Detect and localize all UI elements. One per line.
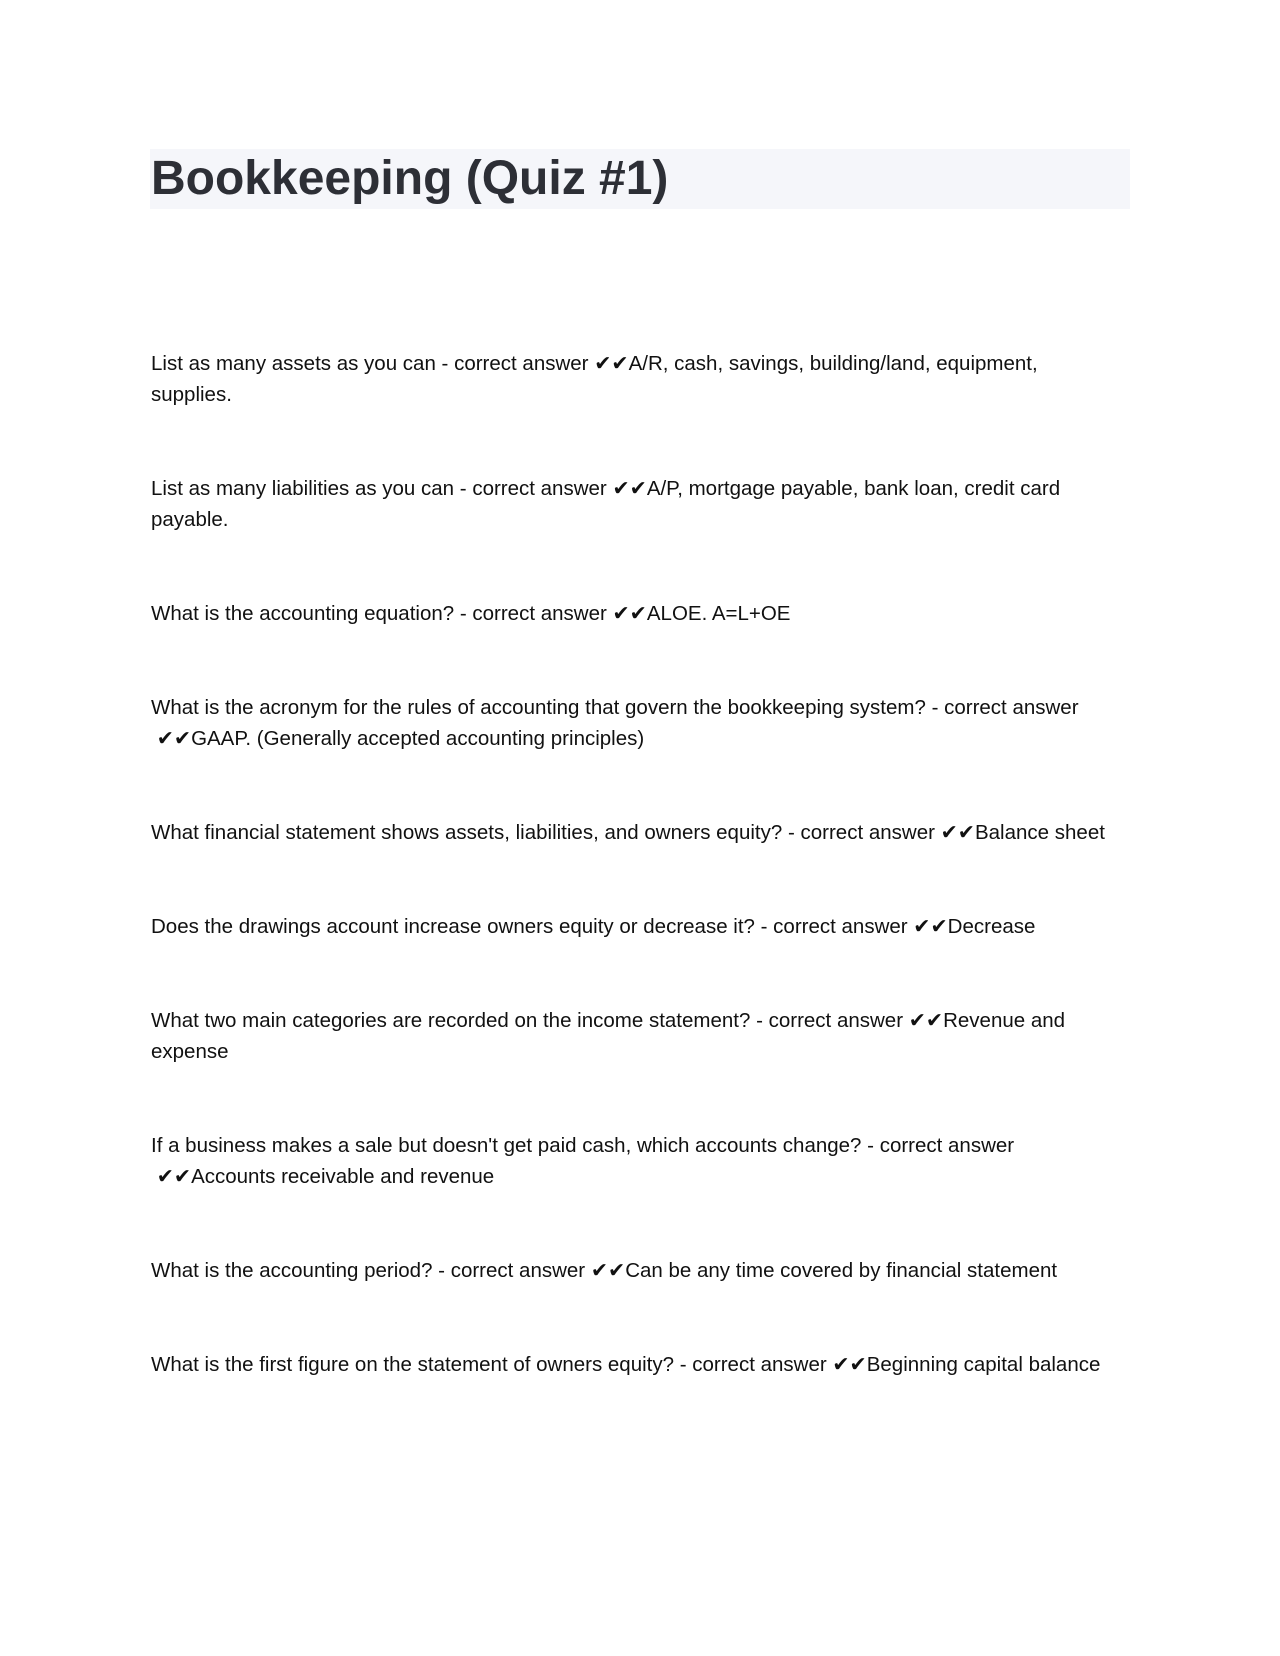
- answer-text: GAAP. (Generally accepted accounting principles): [191, 727, 645, 750]
- checkmark-icon: ✔✔: [826, 1353, 867, 1376]
- answer-label: correct answer: [454, 352, 589, 375]
- answer-label: correct answer: [768, 1009, 904, 1032]
- question-text: What financial statement shows assets, liabilities, and owners equity?: [151, 821, 783, 844]
- separator: -: [674, 1353, 693, 1376]
- question-text: List as many assets as you can: [151, 352, 436, 375]
- question-answer-list: [151, 348, 1111, 1443]
- answer-text: Accounts receivable and revenue: [191, 1165, 495, 1188]
- answer-label: correct answer: [450, 1259, 586, 1282]
- document-title: Bookkeeping (Quiz #1): [151, 152, 669, 205]
- answer-text: Decrease: [947, 915, 1036, 938]
- answer-text: Can be any time covered by financial statement: [625, 1259, 1058, 1282]
- checkmark-icon: ✔✔: [907, 915, 948, 938]
- checkmark-icon: ✔✔: [903, 1009, 944, 1032]
- qa-item: [151, 1005, 1111, 1067]
- answer-text: Balance sheet: [974, 821, 1105, 844]
- question-text: What two main categories are recorded on the income statement?: [151, 1009, 751, 1032]
- checkmark-icon: ✔✔: [934, 821, 975, 844]
- answer-label: correct answer: [944, 696, 1079, 719]
- checkmark-icon: ✔✔: [588, 352, 629, 375]
- separator: -: [782, 821, 801, 844]
- checkmark-icon: ✔✔: [151, 727, 192, 750]
- question-text: What is the accounting equation?: [151, 602, 455, 625]
- qa-item: [151, 1349, 1111, 1380]
- qa-item: [151, 473, 1111, 535]
- qa-item: [151, 598, 1111, 629]
- separator: -: [750, 1009, 769, 1032]
- question-text: List as many liabilities as you can: [151, 477, 455, 500]
- qa-item: [151, 911, 1111, 942]
- answer-label: correct answer: [472, 602, 607, 625]
- checkmark-icon: ✔✔: [151, 1165, 192, 1188]
- answer-text: ALOE. A=L+OE: [646, 602, 791, 625]
- qa-item: [151, 1255, 1111, 1286]
- answer-text: A/P, mortgage payable, bank loan, credit card payable.: [151, 477, 1061, 531]
- answer-text: A/R, cash, savings, building/land, equipment, supplies.: [151, 352, 1038, 406]
- checkmark-icon: ✔✔: [606, 477, 647, 500]
- answer-text: Revenue and expense: [151, 1009, 1066, 1063]
- separator: -: [861, 1134, 880, 1157]
- separator: -: [925, 696, 945, 719]
- checkmark-icon: ✔✔: [606, 602, 647, 625]
- answer-text: Beginning capital balance: [866, 1353, 1101, 1376]
- separator: -: [435, 352, 455, 375]
- qa-item: [151, 817, 1111, 848]
- qa-item: [151, 348, 1111, 410]
- separator: -: [454, 477, 473, 500]
- question-text: If a business makes a sale but doesn't get paid cash, which accounts change?: [151, 1134, 862, 1157]
- question-text: What is the first figure on the statement of owners equity?: [151, 1353, 675, 1376]
- qa-item: [151, 1130, 1111, 1192]
- answer-label: correct answer: [879, 1134, 1015, 1157]
- answer-label: correct answer: [692, 1353, 827, 1376]
- qa-item: [151, 692, 1111, 754]
- question-text: What is the acronym for the rules of accounting that govern the bookkeeping system?: [151, 696, 926, 719]
- separator: -: [432, 1259, 451, 1282]
- answer-label: correct answer: [800, 821, 935, 844]
- checkmark-icon: ✔✔: [585, 1259, 626, 1282]
- question-text: What is the accounting period?: [151, 1259, 433, 1282]
- answer-label: correct answer: [472, 477, 607, 500]
- question-text: Does the drawings account increase owners equity or decrease it?: [151, 915, 755, 938]
- answer-label: correct answer: [773, 915, 908, 938]
- separator: -: [454, 602, 473, 625]
- separator: -: [754, 915, 774, 938]
